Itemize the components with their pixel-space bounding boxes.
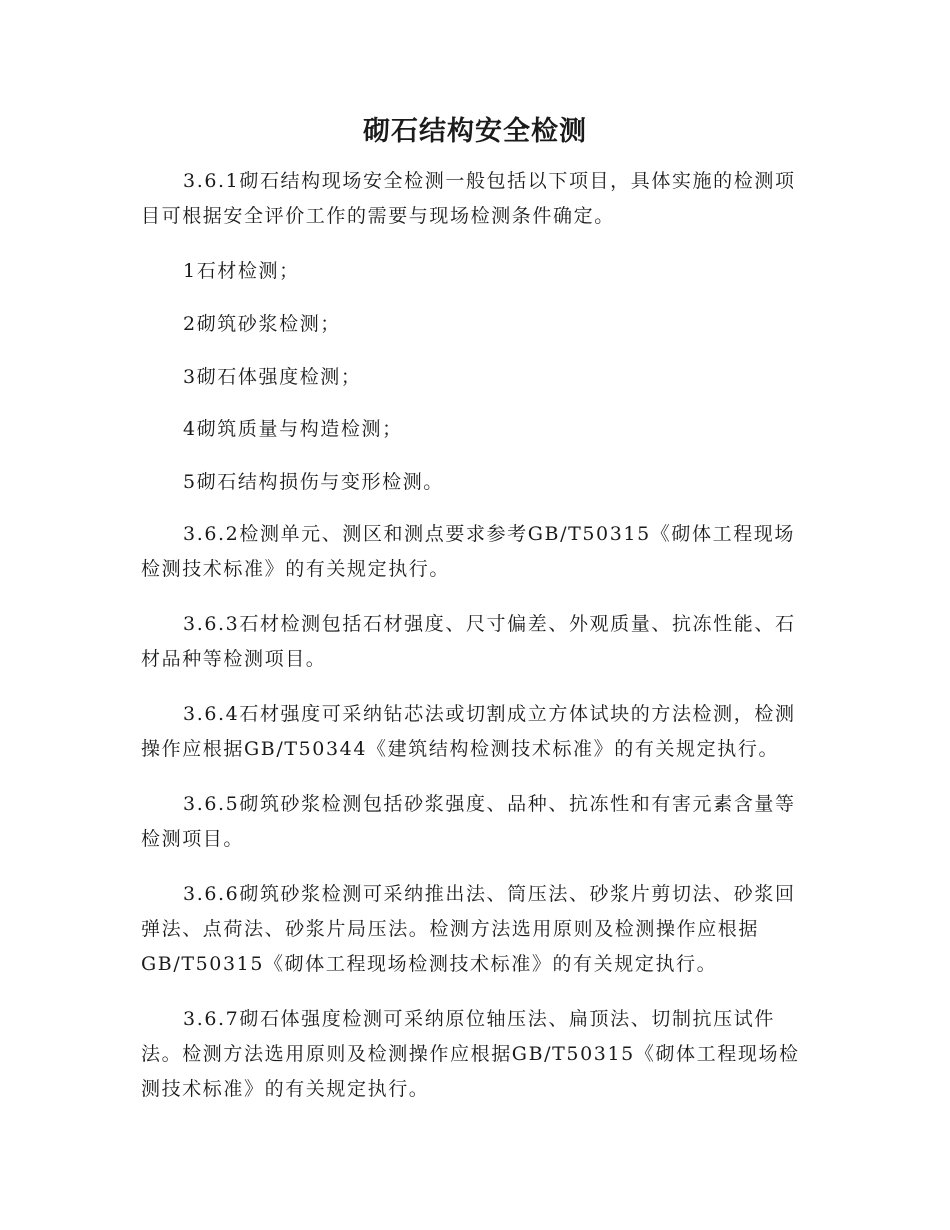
list-item-5: 5砌石结构损伤与变形检测。 bbox=[183, 471, 444, 493]
paragraph-3-6-2: 3.6.2检测单元、测区和测点要求参考GB/T50315《砌体工程现场检测技术标准》的有关规定执行。 bbox=[141, 523, 796, 580]
paragraph-3-6-7: 3.6.7砌石体强度检测可采纳原位轴压法、扁顶法、切制抗压试件法。检测方法选用原则及检测操作应根据GB/T50315《砌体工程现场检测技术标准》的有关规定执行。 bbox=[141, 1008, 800, 1100]
paragraph-3-6-1: 3.6.1砌石结构现场安全检测一般包括以下项目，具体实施的检测项目可根据安全评价工作的需要与现场检测条件确定。 bbox=[141, 170, 796, 227]
list-item-3: 3砌石体强度检测； bbox=[183, 366, 362, 388]
list-item-2: 2砌筑砂浆检测； bbox=[183, 313, 341, 335]
paragraph-3-6-3: 3.6.3石材检测包括石材强度、尺寸偏差、外观质量、抗冻性能、石材品种等检测项目。 bbox=[141, 613, 796, 670]
list-item-4: 4砌筑质量与构造检测； bbox=[183, 418, 403, 440]
document-title: 砌石结构安全检测 bbox=[363, 116, 587, 147]
paragraph-3-6-6: 3.6.6砌筑砂浆检测可采纳推出法、筒压法、砂浆片剪切法、砂浆回弹法、点荷法、砂浆片局压法。检测方法选用原则及检测操作应根据GB/T50315《砌体工程现场检测技术标准》的有关规定执行。 bbox=[141, 883, 796, 975]
paragraph-3-6-4: 3.6.4石材强度可采纳钻芯法或切割成立方体试块的方法检测，检测操作应根据GB/T50344《建筑结构检测技术标准》的有关规定执行。 bbox=[141, 703, 796, 760]
paragraph-3-6-5: 3.6.5砌筑砂浆检测包括砂浆强度、品种、抗冻性和有害元素含量等检测项目。 bbox=[141, 793, 796, 850]
list-item-1: 1石材检测； bbox=[183, 260, 300, 282]
